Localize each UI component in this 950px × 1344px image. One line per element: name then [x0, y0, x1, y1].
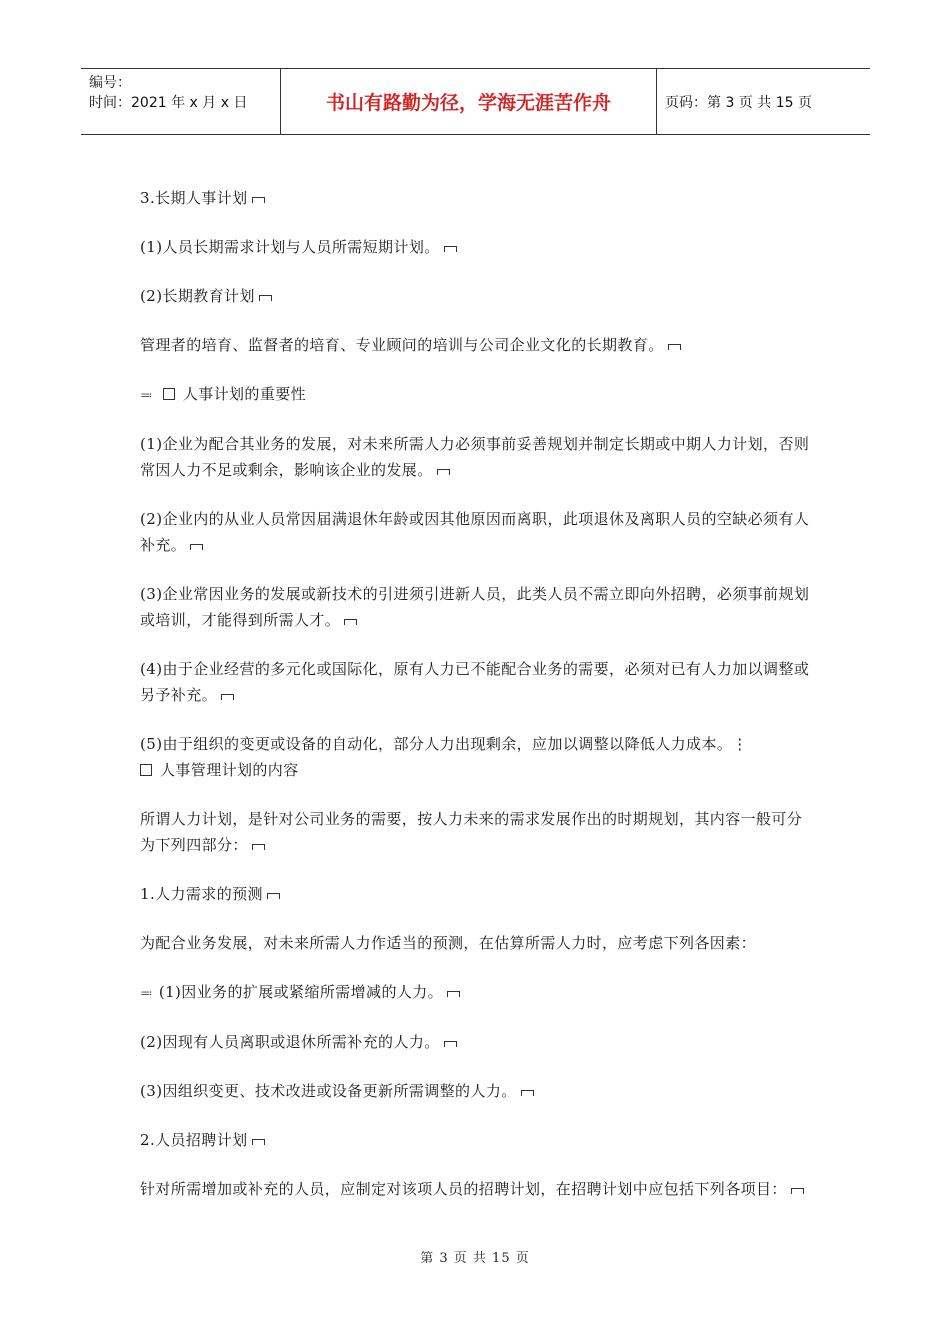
- section-heading: 人事管理计划的内容: [160, 761, 299, 779]
- paragraph: [140, 881, 815, 907]
- paragraph-text: (1)企业为配合其业务的发展，对未来所需人力必须事前妥善规划并制定长期或中期人力计划，否则常因人力不足或剩余，影响该企业的发展。: [140, 435, 810, 479]
- section-heading: 1.人力需求的预测: [140, 885, 263, 903]
- paragraph-mark-icon: [444, 1041, 457, 1047]
- paragraph-mark-icon: [521, 1090, 534, 1096]
- paragraph: [140, 930, 815, 956]
- paragraph-text: (2)长期教育计划: [140, 287, 255, 305]
- list-prefix: ≕: [140, 388, 153, 402]
- paragraph: [140, 431, 815, 483]
- paragraph: [140, 1029, 815, 1055]
- section-heading: 3.长期人事计划: [140, 189, 248, 207]
- paragraph: [140, 283, 815, 309]
- paragraph: [140, 1176, 815, 1202]
- paragraph-text: (2)因现有人员离职或退休所需补充的人力。: [140, 1033, 440, 1051]
- document-body: [140, 185, 815, 1225]
- header-meta: [81, 69, 281, 134]
- paragraph-mark-icon: [437, 469, 450, 475]
- paragraph-text: (3)企业常因业务的发展或新技术的引进须引进新人员，此类人员不需立即向外招聘，必须事前规划或培训，才能得到所需人才。: [140, 585, 810, 629]
- paragraph: [140, 979, 815, 1006]
- paragraph-text: (3)因组织变更、技术改进或设备更新所需调整的人力。: [140, 1082, 517, 1100]
- list-prefix: ≕: [140, 986, 153, 1000]
- document-number-label: 编号：: [89, 75, 131, 91]
- paragraph-mark-icon: [259, 295, 272, 301]
- paragraph-text: (4)由于企业经营的多元化或国际化，原有人力已不能配合业务的需要，必须对已有人力加以调整或另予补充。: [140, 660, 810, 704]
- paragraph-mark-icon: [791, 1188, 804, 1194]
- paragraph: [140, 381, 815, 408]
- section-heading: 2.人员招聘计划: [140, 1131, 248, 1149]
- section-heading: 人事计划的重要性: [182, 385, 307, 403]
- paragraph: [140, 506, 815, 558]
- header-page-info: 页码：第 3 页 共 15 页: [665, 94, 812, 111]
- paragraph: [140, 1078, 815, 1104]
- document-date: 时间：2021 年 x 月 x 日: [89, 95, 248, 111]
- page-footer: 第 3 页 共 15 页: [420, 1251, 530, 1266]
- paragraph-mark-icon: [252, 844, 265, 850]
- checkbox-glyph-icon: [140, 764, 152, 776]
- paragraph-mark-icon: [444, 246, 457, 252]
- paragraph-mark-icon: [221, 694, 234, 700]
- paragraph-mark-icon: [668, 344, 681, 350]
- paragraph-mark-icon: [447, 991, 460, 997]
- paragraph: [140, 332, 815, 358]
- paragraph-mark-icon: [344, 619, 357, 625]
- paragraph-text: (5)由于组织的变更或设备的自动化，部分人力出现剩余，应加以调整以降低人力成本。⋮: [140, 735, 748, 753]
- paragraph-text: (1)因业务的扩展或紧缩所需增减的人力。: [158, 983, 444, 1001]
- paragraph-mark-icon: [267, 893, 280, 899]
- paragraph: [140, 806, 815, 858]
- paragraph: [140, 656, 815, 708]
- header-motto: 书山有路勤为径，学海无涯苦作舟: [281, 69, 657, 134]
- paragraph-mark-icon: [252, 197, 265, 203]
- paragraph: [140, 234, 815, 260]
- paragraph: [140, 581, 815, 633]
- paragraph: [140, 731, 815, 783]
- paragraph-text: 管理者的培育、监督者的培育、专业顾问的培训与公司企业文化的长期教育。: [140, 336, 664, 354]
- paragraph-text: 为配合业务发展，对未来所需人力作适当的预测，在估算所需人力时，应考虑下列各因素：: [140, 934, 757, 952]
- checkbox-glyph-icon: [163, 388, 175, 400]
- paragraph-text: 针对所需增加或补充的人员，应制定对该项人员的招聘计划，在招聘计划中应包括下列各项目：: [140, 1180, 787, 1198]
- document-header: [81, 68, 870, 135]
- paragraph: [140, 1127, 815, 1153]
- paragraph-text: (2)企业内的从业人员常因届满退休年龄或因其他原因而离职，此项退休及离职人员的空缺必须有人补充。: [140, 510, 810, 554]
- paragraph-mark-icon: [190, 544, 203, 550]
- paragraph: [140, 185, 815, 211]
- paragraph-text: 所谓人力计划，是针对公司业务的需要，按人力未来的需求发展作出的时期规划，其内容一般可分为下列四部分：: [140, 810, 803, 854]
- paragraph-text: (1)人员长期需求计划与人员所需短期计划。: [140, 238, 440, 256]
- paragraph-mark-icon: [252, 1139, 265, 1145]
